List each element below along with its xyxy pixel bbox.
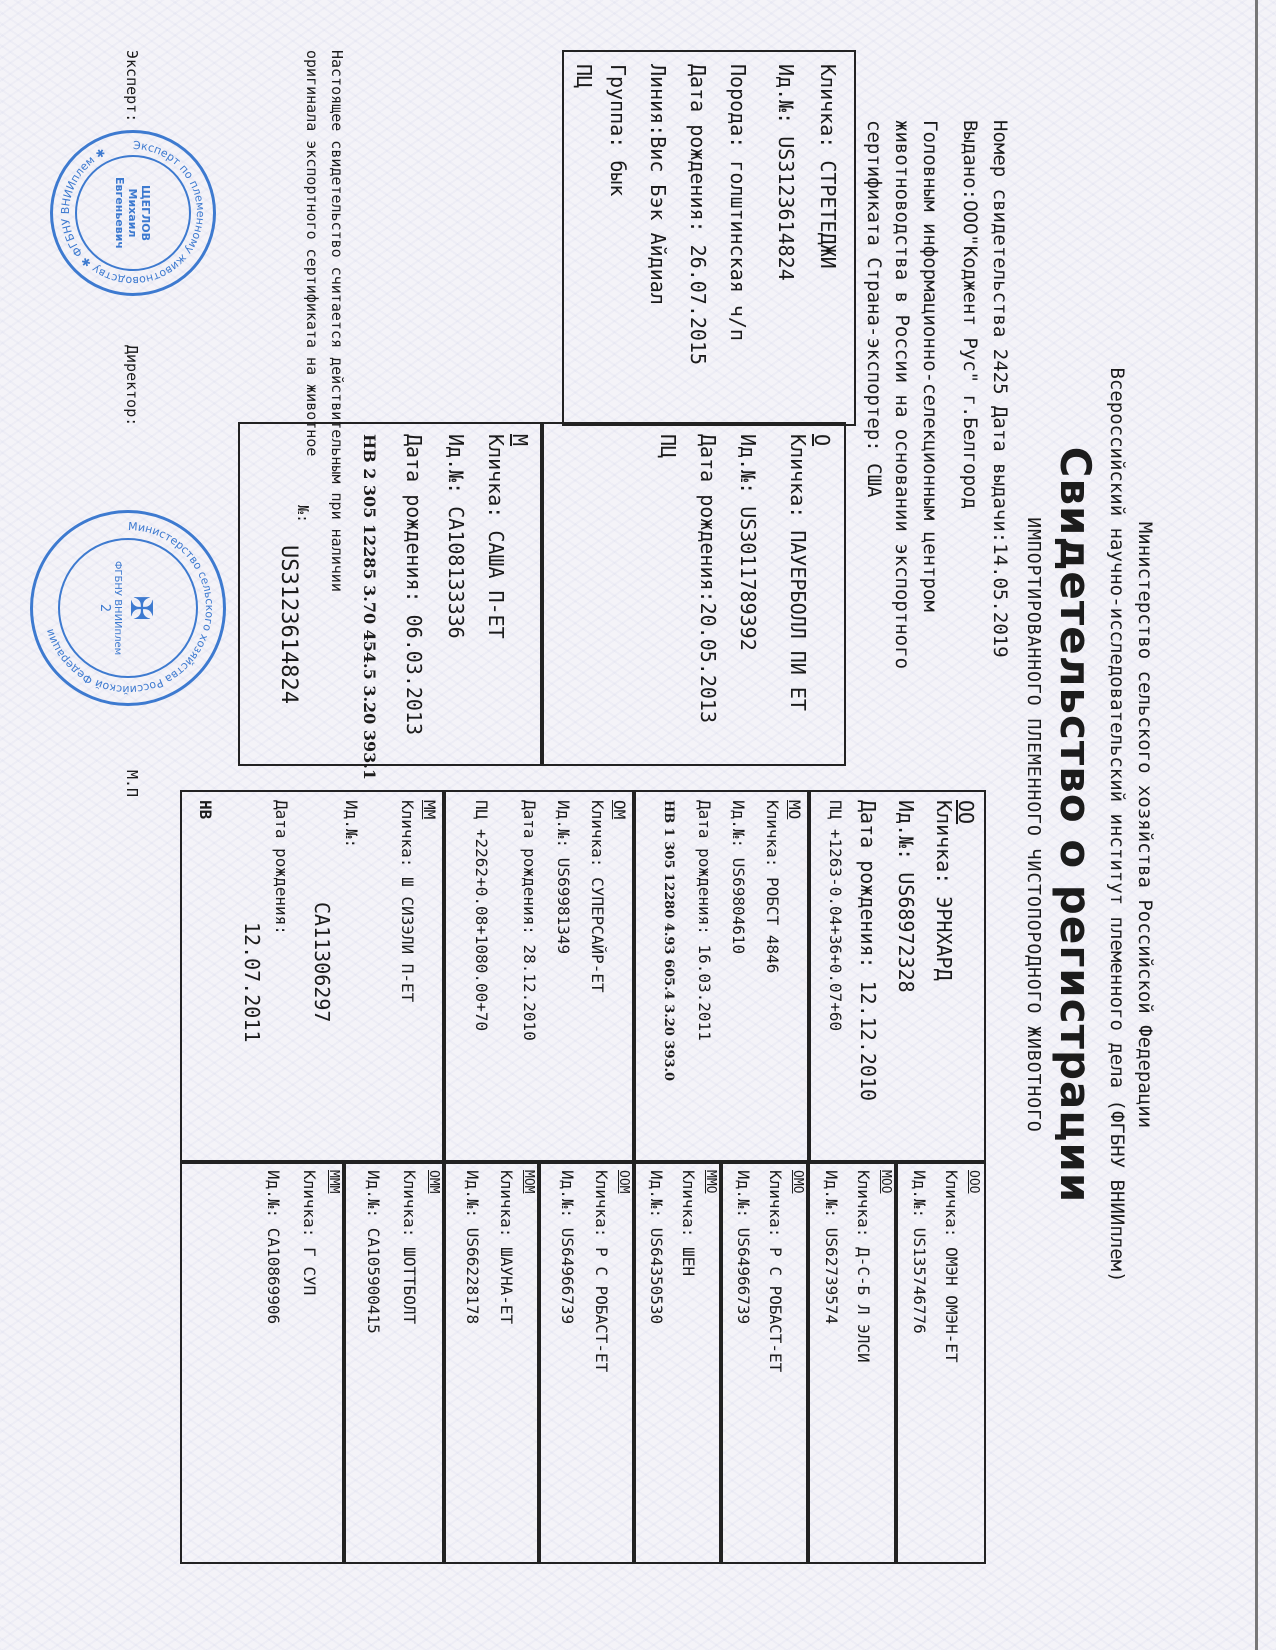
mmo-name: Кличка: ШЕН	[679, 1170, 698, 1276]
oo-id: Ид.№: US68972328	[894, 800, 918, 993]
om-id: Ид.№: US69981349	[554, 800, 573, 955]
om-note: ПЦ +2262+0.08+1080.00+70	[472, 800, 491, 1032]
om-birth: Дата рождения: 28.12.2010	[520, 800, 539, 1041]
mm-birth-label: Дата рождения:	[272, 800, 291, 935]
omm-id: Ид.№: CA105900415	[364, 1170, 383, 1334]
grandparent-om-cell	[442, 790, 636, 1164]
director-label: Директор:	[123, 345, 141, 427]
mmo-id: Ид.№: US64350530	[647, 1170, 666, 1325]
validity-line-2: оригинала экспортного сертификата на животное	[303, 50, 321, 457]
father-id: Ид.№: US3011789392	[736, 434, 760, 651]
ministry-name: Министерство сельского хозяйства Российской Федерации	[1134, 521, 1156, 1129]
moo-code: МОО	[878, 1170, 893, 1194]
mother-id: Ид.№: CA108133336	[444, 434, 468, 639]
official-stamp-outer-text: Министерство сельского хозяйства Российской Федерации	[43, 519, 217, 697]
omm-code: ОММ	[426, 1170, 441, 1194]
number-label: №:	[294, 505, 312, 524]
animal-box	[562, 50, 856, 426]
oo-birth: Дата рождения: 12.12.2010	[856, 800, 880, 1102]
grandparent-oo-cell	[807, 790, 986, 1164]
mo-note: НВ 1 305 12280 4.93 605.4 3.20 393.0	[661, 800, 676, 1082]
moo-name: Кличка: Д-С-Б Л ЭЛСИ	[854, 1170, 873, 1363]
validity-line-1: Настоящее свидетельство считается действительным при наличии	[328, 50, 346, 592]
father-code: О	[810, 434, 834, 447]
mo-name: Кличка: РОБСТ 4846	[763, 800, 782, 974]
expert-label: Эксперт:	[123, 50, 141, 123]
center-line-2: животноводства в России на основании экспортного	[891, 120, 913, 670]
father-name: Кличка: ПАУЕРБОЛЛ ПИ ЕТ	[786, 434, 810, 711]
ggp-oom-cell	[537, 1160, 636, 1564]
ggp-ooo-cell	[894, 1160, 986, 1564]
animal-breed: Порода: голштинская ч/п	[726, 64, 750, 341]
expert-stamp-outer-text: Эксперт по племенному животноводству ✱ ФГБНУ ВНИИплем ✱	[58, 138, 208, 288]
mmm-code: МММ	[326, 1170, 341, 1194]
om-name: Кличка: СУПЕРСАЙР-ЕТ	[588, 800, 607, 993]
animal-id: Ид.№: US3123614824	[774, 64, 798, 281]
father-pc: ПЦ	[656, 434, 680, 459]
mother-name: Кличка: САША П-ЕТ	[484, 434, 508, 639]
oo-code: ОО	[954, 800, 978, 825]
mmm-name: Кличка: Г СУП	[300, 1170, 319, 1296]
mm-id: CA11306297	[310, 902, 334, 1023]
ggp-omm-cell	[342, 1160, 446, 1564]
certificate-number: Номер свидетельства 2425 Дата выдачи:14.05.2019	[989, 120, 1011, 658]
center-line-3: сертификата Страна-экспортер: США	[863, 120, 885, 498]
mmo-code: ММО	[703, 1170, 718, 1194]
grandparent-mo-cell	[632, 790, 811, 1164]
mm-birth: 12.07.2011	[240, 922, 264, 1043]
mother-birth: Дата рождения: 06.03.2013	[402, 434, 426, 736]
ggp-mmm-cell	[180, 1160, 346, 1564]
mp-label: М.П	[123, 770, 141, 798]
grandparent-mm-cell	[180, 790, 446, 1164]
ggp-mom-cell	[442, 1160, 541, 1564]
ggp-moo-cell	[806, 1160, 898, 1564]
official-stamp-center: ФГБНУ ВНИИплем	[112, 560, 124, 656]
mother-note: НВ 2 305 12285 3.70 454.5 3.20 393.1	[360, 434, 379, 780]
mother-code: М	[508, 434, 532, 447]
center-line-1: Головным информационно-селекционным центром	[919, 120, 941, 612]
omm-name: Кличка: ШОТТБОЛТ	[400, 1170, 419, 1325]
oom-name: Кличка: Р С РОБАСТ-ЕТ	[592, 1170, 611, 1373]
animal-group: Группа: бык	[606, 64, 630, 197]
mo-code: МО	[785, 800, 804, 820]
animal-line: Линия:Вис Бэк Айдиал	[646, 64, 670, 305]
footer-number: US3123614824	[276, 545, 301, 704]
om-code: ОМ	[610, 800, 629, 820]
ooo-code: ООО	[966, 1170, 981, 1194]
father-birth: Дата рождения:20.05.2013	[696, 434, 720, 723]
official-stamp	[30, 510, 226, 706]
mm-code: ММ	[420, 800, 439, 820]
oom-code: ООМ	[616, 1170, 631, 1194]
oo-name: Кличка: ЭРНХАРД	[932, 800, 956, 981]
animal-birth: Дата рождения: 26.07.2015	[686, 64, 710, 366]
mmm-id: Ид.№: CA10869906	[264, 1170, 283, 1325]
father-cell	[540, 422, 846, 766]
ooo-name: Кличка: ОМЭН ОМЭН-ЕТ	[942, 1170, 961, 1363]
mo-birth: Дата рождения: 16.03.2011	[695, 800, 714, 1041]
omo-id: Ид.№: US64966739	[734, 1170, 753, 1325]
ooo-id: Ид.№: US135746776	[910, 1170, 929, 1334]
expert-stamp-center: ЩЕГЛОВ Михаил Евгеньевич	[113, 177, 153, 249]
ggp-omo-cell	[719, 1160, 810, 1564]
expert-stamp	[50, 130, 216, 296]
eagle-emblem-icon: ✠	[123, 595, 159, 621]
mom-code: МОМ	[521, 1170, 536, 1194]
omo-code: ОМО	[790, 1170, 805, 1194]
official-stamp-number: 2	[97, 603, 113, 613]
mm-note: НВ	[196, 800, 215, 820]
mom-id: Ид.№: US66228178	[463, 1170, 482, 1325]
mm-id-label: Ид.№:	[342, 800, 361, 849]
certificate-subtitle: ИМПОРТИРОВАННОГО ПЛЕМЕННОГО ЧИСТОПОРОДНОГО ЖИВОТНОГО	[1023, 517, 1044, 1133]
oom-id: Ид.№: US64966739	[558, 1170, 577, 1325]
oo-note: ПЦ +1263-0.04+36+0.07+60	[826, 800, 845, 1032]
animal-name: Кличка: СТРЕТЕДЖИ	[816, 64, 840, 269]
certificate-title: Свидетельство о регистрации	[1051, 446, 1100, 1204]
issued-to: Выдано:ООО"Коджент Рус" г.Белгород	[959, 120, 981, 509]
mm-name: Кличка: Ш СИЗЭЛИ П-ЕТ	[398, 800, 417, 1003]
omo-name: Кличка: Р С РОБАСТ-ЕТ	[766, 1170, 785, 1373]
institute-name: Всероссийский научно-исследовательский институт племенного дела (ФГБНУ ВНИИплем)	[1106, 367, 1128, 1283]
mo-id: Ид.№: US69804610	[729, 800, 748, 955]
animal-pc: ПЦ	[572, 64, 596, 89]
ggp-mmo-cell	[632, 1160, 723, 1564]
mom-name: Кличка: ШАУНА-ЕТ	[497, 1170, 516, 1325]
moo-id: Ид.№: US62739574	[822, 1170, 841, 1325]
